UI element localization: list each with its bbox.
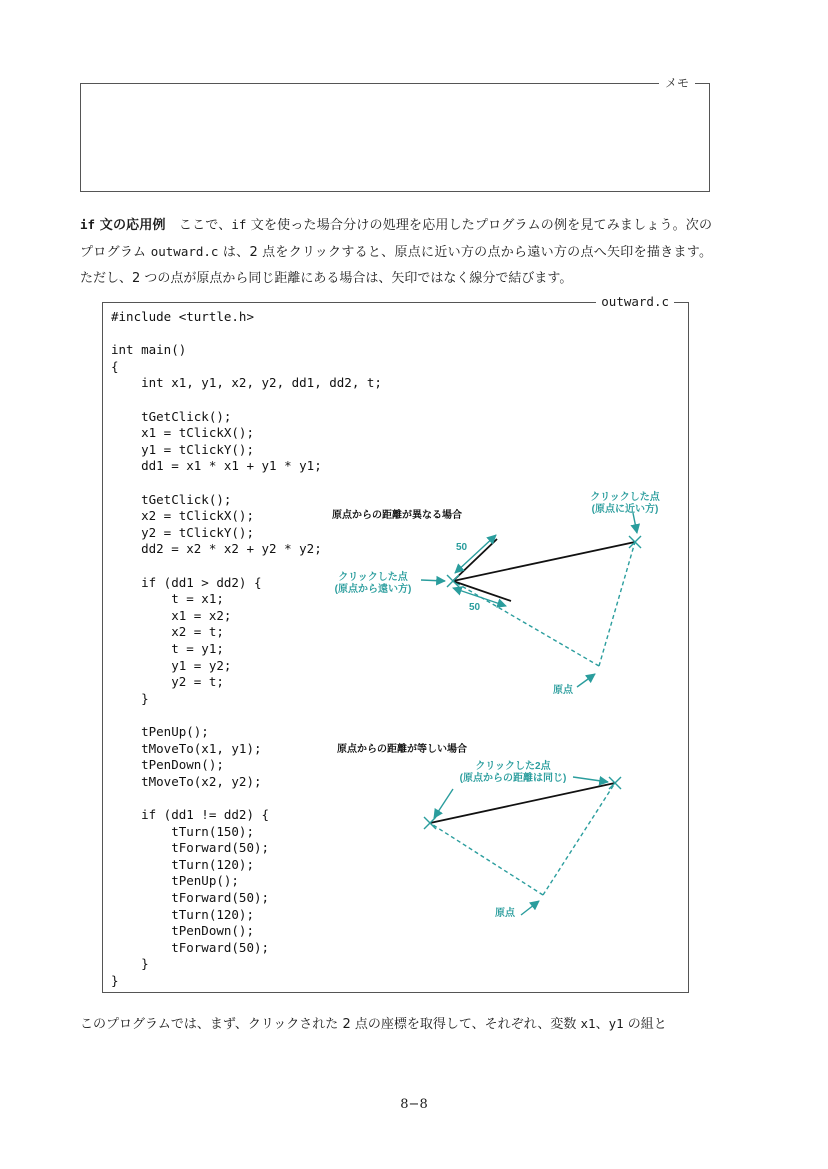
- code-line: dd1 = x1 * x1 + y1 * y1;: [111, 458, 322, 474]
- code-line: t = x1;: [111, 591, 224, 607]
- code-line: y1 = tClickY();: [111, 441, 254, 457]
- code-line: tMoveTo(x2, y2);: [111, 773, 262, 789]
- code-line: tPenDown();: [111, 757, 224, 773]
- figure2-title: 原点からの距離が等しい場合: [337, 744, 467, 755]
- fig2-origin-to-p2: [543, 783, 615, 895]
- code-line: tMoveTo(x1, y1);: [111, 740, 262, 756]
- memo-box: [80, 76, 710, 192]
- figure1-length-b: 50: [469, 602, 481, 613]
- code-line: tGetClick();: [111, 491, 232, 507]
- code-line: dd2 = x2 * x2 + y2 * y2;: [111, 541, 322, 557]
- code-line: tGetClick();: [111, 408, 232, 424]
- code-line: tForward(50);: [111, 840, 270, 856]
- code-line: int x1, y1, x2, y2, dd1, dd2, t;: [111, 375, 382, 391]
- intro-paragraph: if 文の応用例 ここで、if 文を使った場合分けの処理を応用したプログラムの例を見てみましょう。次のプログラム outward.c は、2 点をクリックすると、原点に近い方の点から遠い方の点へ矢印を描きます。ただし、2 つの点が原点から同じ距離にある場合は、矢印ではなく線分で結びます。: [80, 217, 712, 286]
- code-line: tTurn(120);: [111, 856, 254, 872]
- fig1-segment: [453, 542, 635, 581]
- memo-label: メモ: [659, 75, 695, 91]
- code-line: }: [111, 956, 149, 972]
- figure2-origin-label: 原点: [495, 908, 515, 919]
- code-line: t = y1;: [111, 641, 224, 656]
- code-line: tForward(50);: [111, 890, 270, 905]
- fig1-origin-pointer: [577, 674, 595, 687]
- code-line: int main(): [111, 342, 187, 358]
- fig2-p1-pointer: [434, 789, 453, 818]
- fig2-origin-pointer: [521, 901, 539, 915]
- code-line: tPenUp();: [111, 873, 239, 889]
- code-line: {: [111, 358, 119, 374]
- code-line: y2 = t;: [111, 674, 224, 690]
- code-line: tForward(50);: [111, 939, 270, 955]
- figure1-origin-label: 原点: [553, 685, 573, 696]
- figure2-points-label: クリックした2点 (原点からの距離は同じ): [459, 761, 567, 784]
- figure1-far-label: クリックした点 (原点から遠い方): [334, 572, 412, 595]
- fig1-dim-arrow-a: [455, 535, 496, 573]
- figure1-near-label: クリックした点 (原点に近い方): [590, 492, 660, 515]
- fig2-origin-to-p1: [430, 823, 543, 895]
- figure2-diagram: [424, 777, 621, 915]
- code-line: }: [111, 973, 119, 988]
- code-line: y2 = tClickY();: [111, 524, 254, 540]
- diagram-svg: [103, 303, 688, 992]
- figure1-length-a: 50: [456, 542, 468, 553]
- figure1-diagram: [421, 513, 641, 687]
- code-line: y1 = y2;: [111, 657, 232, 673]
- page-number: 8−8: [400, 1097, 428, 1112]
- section-heading: if 文の応用例: [80, 217, 166, 233]
- code-line: if (dd1 > dd2) {: [111, 574, 262, 590]
- code-listing: [102, 294, 689, 993]
- code-line: if (dd1 != dd2) {: [111, 807, 270, 822]
- fig1-far-pointer: [421, 580, 445, 581]
- fig2-segment: [430, 783, 615, 823]
- outro-paragraph: このプログラムでは、まず、クリックされた 2 点の座標を取得して、それぞれ、変数 x1、y1 の組と: [80, 1016, 667, 1032]
- code-line: tTurn(150);: [111, 823, 254, 839]
- fig1-origin-to-far: [453, 581, 599, 666]
- code-line: x1 = x2;: [111, 607, 232, 623]
- fig1-near-pointer: [633, 513, 637, 533]
- code-line: x2 = t;: [111, 624, 224, 640]
- code-line: tTurn(120);: [111, 906, 254, 922]
- figure1-title: 原点からの距離が異なる場合: [332, 510, 462, 521]
- code-line: x2 = tClickX();: [111, 508, 254, 524]
- code-line: tPenUp();: [111, 724, 209, 739]
- code-line: tPenDown();: [111, 923, 254, 939]
- code-line: }: [111, 690, 149, 706]
- code-filename: outward.c: [596, 293, 674, 311]
- code-line: #include <turtle.h>: [111, 309, 254, 324]
- fig1-origin-to-near: [599, 542, 635, 666]
- code-line: x1 = tClickX();: [111, 425, 254, 441]
